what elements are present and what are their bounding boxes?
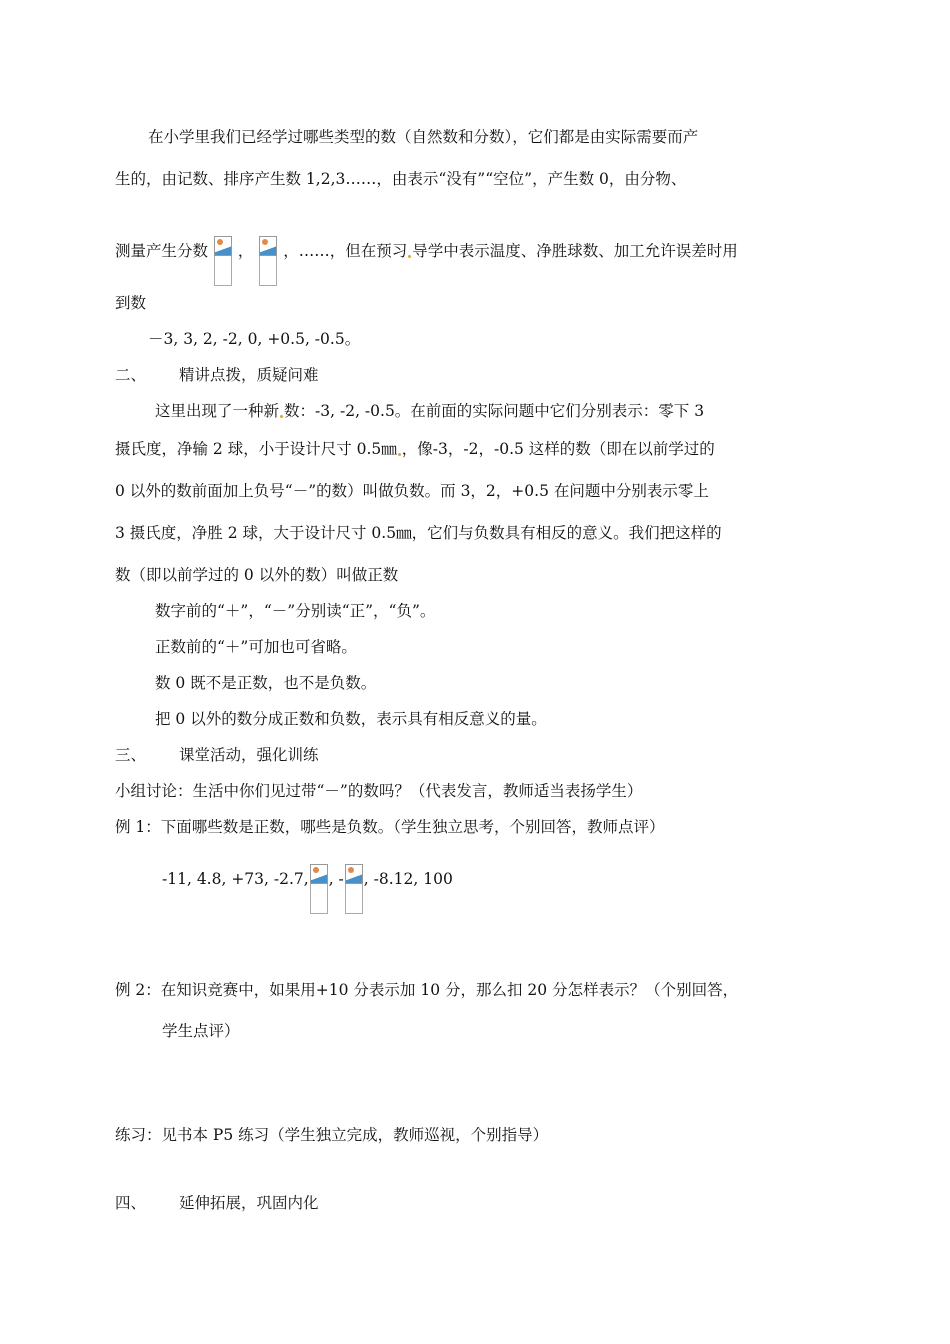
para2-line2-a: 摄氏度，净输 2 球，小于设计尺寸 0.5㎜ [115, 440, 397, 458]
para2-line2 [115, 438, 715, 460]
practice: 练习：见书本 P5 练习（学生独立完成，教师巡视，个别指导） [115, 1126, 549, 1144]
para2-line4: 3 摄氏度，净胜 2 球，大于设计尺寸 0.5㎜，它们与负数具有相反的意义。我们把这样的 [115, 524, 722, 542]
para2-line1 [155, 400, 704, 422]
image-placeholder-icon [259, 236, 277, 256]
fraction-image-icon [310, 864, 328, 914]
note-1: 数字前的“＋”，“－”分别读“正”，“负”。 [155, 602, 436, 620]
fraction-image-icon [214, 236, 232, 286]
section4-number: 四、 [115, 1194, 147, 1212]
example-1-numbers-a: -11, 4.8, +73, -2.7, [162, 870, 309, 888]
section4-heading [115, 1192, 318, 1214]
para1-number-list: －3, 3, 2, -2, 0, +0.5, -0.5。 [148, 330, 361, 348]
note-3: 数 0 既不是正数，也不是负数。 [155, 674, 377, 692]
para1-line3-text-d: 导学中表示温度、净胜球数、加工允许误差时用 [412, 242, 738, 260]
image-placeholder-icon [310, 864, 328, 884]
section3-title: 课堂活动，强化训练 [178, 746, 319, 764]
para1-line3-text-a: 测量产生分数 [115, 242, 209, 260]
note-2: 正数前的“＋”可加也可省略。 [155, 638, 357, 656]
example-1-numbers-b: , - [328, 870, 344, 888]
para1-line3-text-c: ，……，但在预习 [283, 242, 408, 260]
para1-line2: 生的，由记数、排序产生数 1,2,3……，由表示“没有”“空位”，产生数 0，由分物、 [115, 170, 687, 188]
dot-mark-icon [280, 415, 283, 418]
image-placeholder-icon [214, 236, 232, 256]
dot-mark-icon [398, 453, 401, 456]
section2-number: 二、 [115, 366, 147, 384]
para1-line3-text-b: ， [237, 242, 254, 260]
section3-heading [115, 744, 318, 766]
example-2-line2: 学生点评） [162, 1022, 240, 1040]
note-4: 把 0 以外的数分成正数和负数，表示具有相反意义的量。 [155, 710, 547, 728]
para2-line2-b: ，像-3，-2，-0.5 这样的数（即在以前学过的 [401, 440, 715, 458]
section4-title: 延伸拓展，巩固内化 [178, 1194, 319, 1212]
dot-mark-icon [408, 255, 411, 258]
section2-heading [115, 364, 318, 386]
group-discussion: 小组讨论：生活中你们见过带“－”的数吗？（代表发言，教师适当表扬学生） [115, 782, 643, 800]
para1-line3 [115, 236, 738, 286]
fraction-image-icon [345, 864, 363, 914]
para2-line1-a: 这里出现了一种新 [155, 402, 280, 420]
para2-line5: 数（即以前学过的 0 以外的数）叫做正数 [115, 566, 399, 584]
example-1-numbers [162, 864, 453, 914]
para1-line1: 在小学里我们已经学过哪些类型的数（自然数和分数），它们都是由实际需要而产 [148, 128, 699, 146]
fraction-image-icon [259, 236, 277, 286]
section3-number: 三、 [115, 746, 147, 764]
para2-line1-b: 数：-3, -2, -0.5。在前面的实际问题中它们分别表示：零下 3 [284, 402, 705, 420]
section2-title: 精讲点拨，质疑问难 [178, 366, 319, 384]
example-1: 例 1：下面哪些数是正数，哪些是负数。（学生独立思考，个别回答，教师点评） [115, 818, 665, 836]
example-2-line1: 例 2：在知识竞赛中，如果用+10 分表示加 10 分，那么扣 20 分怎样表示？（个别回答， [115, 981, 739, 999]
image-placeholder-icon [345, 864, 363, 884]
example-1-numbers-c: , -8.12, 100 [363, 870, 453, 888]
para1-line4: 到数 [115, 294, 147, 312]
para2-line3: 0 以外的数前面加上负号“－”的数）叫做负数。而 3，2，+0.5 在问题中分别表示零上 [115, 482, 709, 500]
